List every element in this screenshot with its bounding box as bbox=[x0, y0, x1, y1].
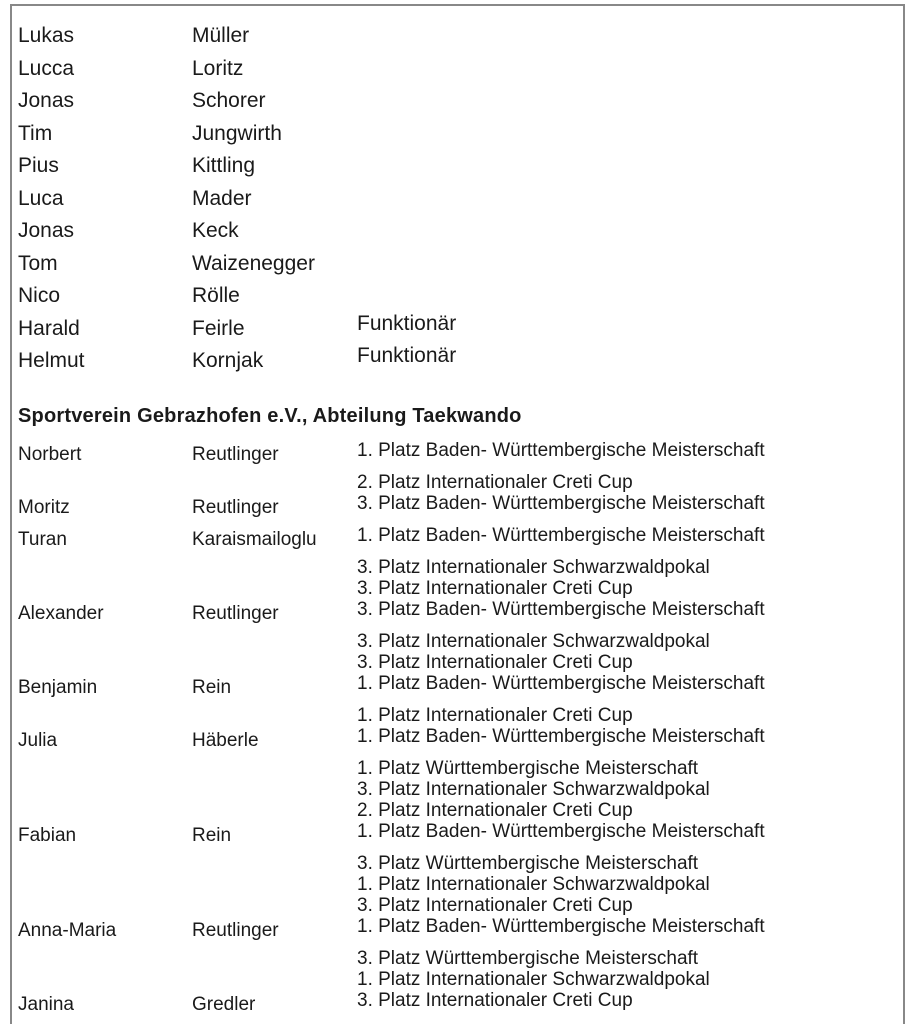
member-last-name: Rölle bbox=[192, 284, 240, 308]
achievement-line: 3. Platz Internationaler Creti Cup bbox=[357, 577, 633, 599]
member-last-name: Keck bbox=[192, 219, 239, 243]
achievement-lines bbox=[357, 631, 903, 694]
member-last-name: Müller bbox=[192, 24, 250, 48]
member-first-name: Pius bbox=[18, 154, 59, 178]
member-role: Funktionär bbox=[357, 311, 457, 335]
member-row bbox=[18, 85, 903, 118]
member-achievement-row bbox=[18, 630, 903, 698]
member-first-name: Harald bbox=[18, 316, 80, 340]
member-first-name: Moritz bbox=[18, 496, 70, 518]
member-first-name: Tim bbox=[18, 121, 53, 145]
member-last-name: Mader bbox=[192, 186, 252, 210]
member-last-name: Feirle bbox=[192, 316, 245, 340]
achievement-lines bbox=[357, 557, 903, 620]
achievement-line: 1. Platz Baden- Württembergische Meisterschaft bbox=[357, 672, 765, 694]
member-first-name: Lucca bbox=[18, 56, 75, 80]
member-achievement-row bbox=[18, 524, 903, 550]
achievement-line: 3. Platz Baden- Württembergische Meisterschaft bbox=[357, 492, 765, 514]
achievement-lines bbox=[357, 853, 903, 937]
achievement-list bbox=[18, 439, 903, 1015]
achievement-line: 1. Platz Baden- Württembergische Meisterschaft bbox=[357, 439, 765, 461]
achievement-line: 3. Platz Internationaler Creti Cup bbox=[357, 651, 633, 673]
achievement-line: 1. Platz Württembergische Meisterschaft bbox=[357, 757, 699, 779]
member-first-name: Anna-Maria bbox=[18, 919, 117, 941]
achievement-line: 3. Platz Internationaler Schwarzwaldpokal bbox=[357, 630, 710, 652]
achievement-line: 1. Platz Baden- Württembergische Meisterschaft bbox=[357, 820, 765, 842]
member-achievement-row bbox=[18, 471, 903, 518]
member-row bbox=[18, 248, 903, 281]
member-row bbox=[18, 183, 903, 216]
member-achievement-row bbox=[18, 947, 903, 1015]
member-last-name: Waizenegger bbox=[192, 251, 315, 275]
achievement-line: 2. Platz Internationaler Creti Cup bbox=[357, 471, 633, 493]
achievement-line: 1. Platz Baden- Württembergische Meisterschaft bbox=[357, 524, 765, 546]
achievement-line: 3. Platz Württembergische Meisterschaft bbox=[357, 852, 699, 874]
member-first-name: Helmut bbox=[18, 349, 85, 373]
member-last-name: Schorer bbox=[192, 89, 266, 113]
member-row bbox=[18, 20, 903, 53]
achievement-lines bbox=[357, 948, 903, 1011]
section-heading: Sportverein Gebrazhofen e.V., Abteilung Taekwando bbox=[18, 404, 522, 427]
achievement-line: 3. Platz Internationaler Creti Cup bbox=[357, 989, 633, 1011]
achievement-line: 3. Platz Internationaler Schwarzwaldpokal bbox=[357, 556, 710, 578]
achievement-line: 1. Platz Internationaler Creti Cup bbox=[357, 704, 633, 726]
achievement-lines bbox=[357, 525, 903, 546]
member-achievement-row bbox=[18, 556, 903, 624]
member-first-name: Luca bbox=[18, 186, 64, 210]
member-role: Funktionär bbox=[357, 344, 457, 368]
achievement-line: 1. Platz Baden- Württembergische Meisterschaft bbox=[357, 725, 765, 747]
achievement-line: 1. Platz Baden- Württembergische Meisterschaft bbox=[357, 915, 765, 937]
member-row bbox=[18, 118, 903, 151]
member-first-name: Turan bbox=[18, 528, 67, 550]
achievement-line: 2. Platz Internationaler Creti Cup bbox=[357, 799, 633, 821]
member-last-name: Gredler bbox=[192, 993, 256, 1015]
achievement-line: 3. Platz Baden- Württembergische Meisterschaft bbox=[357, 598, 765, 620]
member-list bbox=[18, 20, 903, 378]
member-last-name: Rein bbox=[192, 824, 232, 846]
achievement-line: 1. Platz Internationaler Schwarzwaldpokal bbox=[357, 968, 710, 990]
member-first-name: Tom bbox=[18, 251, 58, 275]
member-achievement-row bbox=[18, 439, 903, 465]
member-first-name: Nico bbox=[18, 284, 61, 308]
member-row bbox=[18, 345, 903, 378]
member-row bbox=[18, 280, 903, 313]
achievement-lines bbox=[357, 705, 903, 747]
member-achievement-row bbox=[18, 757, 903, 846]
member-first-name: Alexander bbox=[18, 602, 104, 624]
member-row bbox=[18, 215, 903, 248]
member-last-name: Reutlinger bbox=[192, 496, 279, 518]
achievement-line: 3. Platz Württembergische Meisterschaft bbox=[357, 947, 699, 969]
member-achievement-row bbox=[18, 852, 903, 941]
member-last-name: Kornjak bbox=[192, 349, 264, 373]
achievement-line: 3. Platz Internationaler Schwarzwaldpokal bbox=[357, 778, 710, 800]
table-border-frame bbox=[10, 4, 905, 1024]
member-last-name: Rein bbox=[192, 676, 232, 698]
member-row bbox=[18, 150, 903, 183]
achievement-line: 1. Platz Internationaler Schwarzwaldpokal bbox=[357, 873, 710, 895]
member-first-name: Julia bbox=[18, 729, 58, 751]
member-first-name: Norbert bbox=[18, 443, 82, 465]
achievement-lines bbox=[357, 440, 903, 461]
member-last-name: Jungwirth bbox=[192, 121, 282, 145]
achievement-lines bbox=[357, 472, 903, 514]
member-last-name: Häberle bbox=[192, 729, 259, 751]
member-row bbox=[18, 53, 903, 86]
member-achievement-row bbox=[18, 704, 903, 751]
member-last-name: Reutlinger bbox=[192, 919, 279, 941]
member-last-name: Loritz bbox=[192, 56, 244, 80]
member-first-name: Janina bbox=[18, 993, 74, 1015]
member-first-name: Benjamin bbox=[18, 676, 98, 698]
member-last-name: Kittling bbox=[192, 154, 256, 178]
member-last-name: Reutlinger bbox=[192, 602, 279, 624]
member-first-name: Jonas bbox=[18, 219, 75, 243]
member-first-name: Fabian bbox=[18, 824, 77, 846]
member-last-name: Reutlinger bbox=[192, 443, 279, 465]
achievement-lines bbox=[357, 758, 903, 842]
member-first-name: Lukas bbox=[18, 24, 75, 48]
member-row bbox=[18, 313, 903, 346]
achievement-line: 3. Platz Internationaler Creti Cup bbox=[357, 894, 633, 916]
member-last-name: Karaismailoglu bbox=[192, 528, 317, 550]
member-first-name: Jonas bbox=[18, 89, 75, 113]
